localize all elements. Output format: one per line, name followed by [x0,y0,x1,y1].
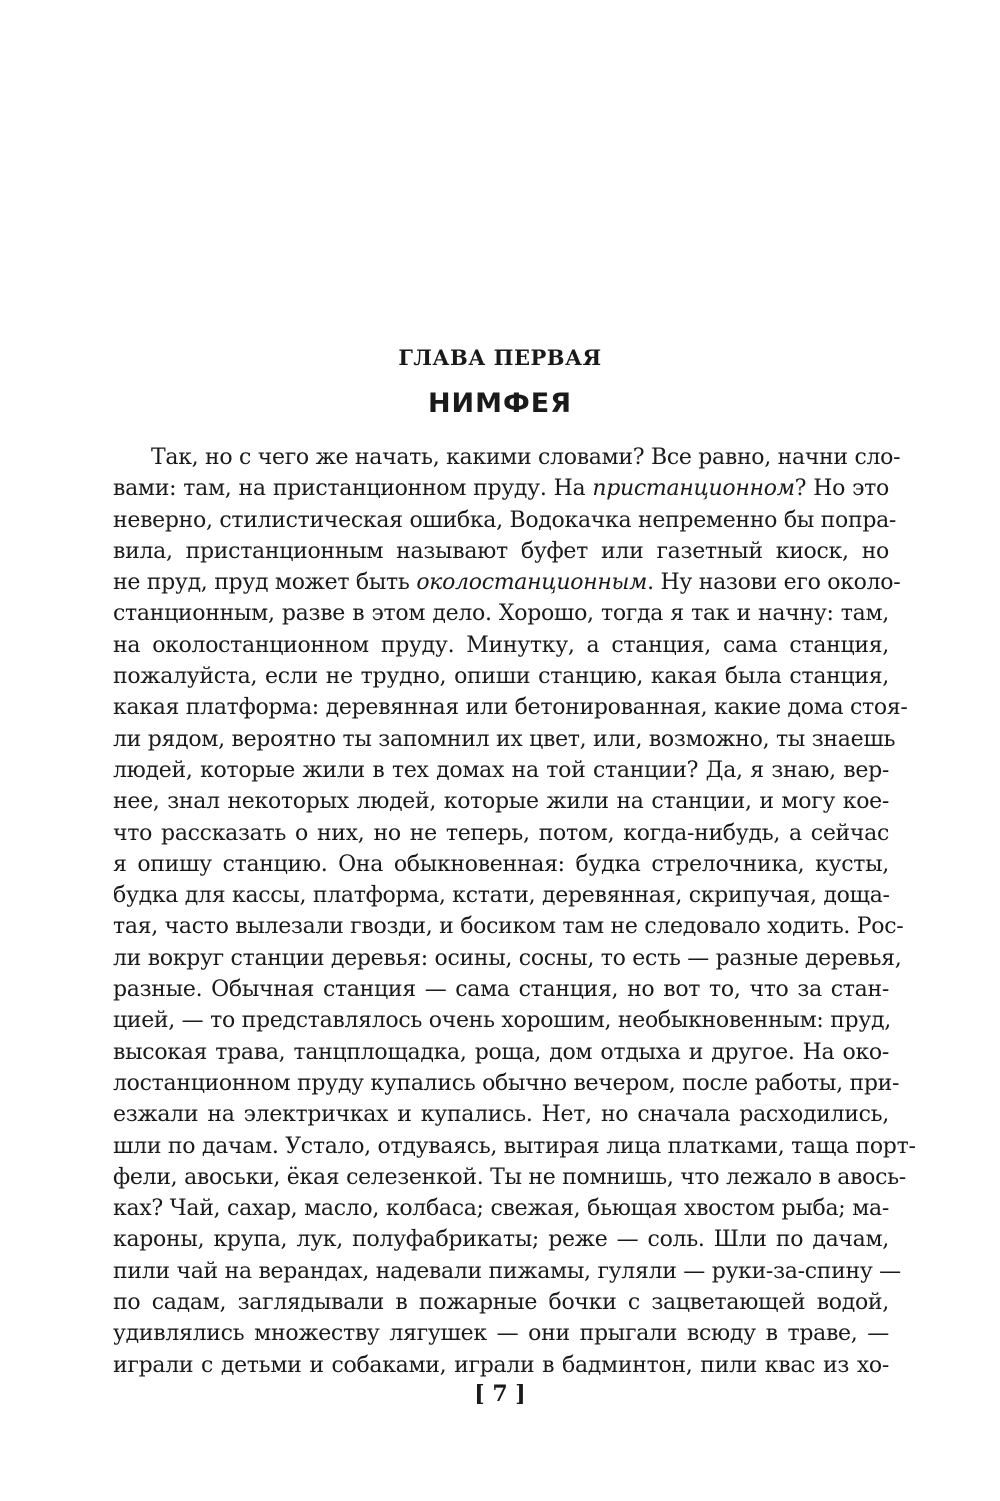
text-line [113,567,901,598]
text-line [113,1350,889,1381]
text-segment: Так, но с чего же начать, какими словами? Все равно, начни сло- [151,445,901,470]
text-segment: ? Но это [794,476,889,502]
text-segment: разные. Обычная станция — сама станция, но вот то, что за стан- [113,977,889,1003]
text-line [113,1287,889,1318]
text-segment: нее, знал некоторых людей, которые жили на станции, и могу кое- [113,789,889,815]
text-segment: . Ну назови его около- [647,570,901,596]
text-segment: вила, пристанционным называют буфет или газетный киоск, но [113,538,889,564]
text-segment: кароны, крупа, лук, полуфабрикаты; реже — соль. Шли по дачам, [113,1227,889,1253]
text-line [113,849,889,880]
text-segment: ках? Чай, сахар, масло, колбаса; свежая, бьющая хвостом рыба; ма- [113,1196,889,1222]
chapter-label: ГЛАВА ПЕРВАЯ [398,345,602,370]
text-line [113,473,889,504]
text-segment: тая, часто вылезали гвозди, и босиком там не следовало ходить. Рос- [113,914,904,940]
text-line [113,818,889,849]
text-line [113,598,889,629]
text-segment: по садам, заглядывали в пожарные бочки с зацветающей водой, [113,1290,889,1316]
text-line [113,630,889,661]
text-line [113,1068,900,1099]
text-segment: фели, авоськи, ёкая селезенкой. Ты не помнишь, что лежало в авось- [113,1164,906,1190]
page-number: [ 7 ] [474,1381,526,1407]
text-line [113,1193,889,1224]
text-segment: какая платформа: деревянная или бетонированная, какие дома стоя- [113,695,908,721]
text-segment: вами: там, на пристанционном пруду. На [113,476,593,502]
body-text [113,442,916,1381]
text-segment: езжали на электричках и купались. Нет, но сначала расходились, [113,1102,889,1128]
text-segment: я опишу станцию. Она обыкновенная: будка стрелочника, кусты, [113,851,889,877]
text-segment: людей, которые жили в тех домах на той станции? Да, я знаю, вер- [113,757,889,783]
text-segment: пожалуйста, если не трудно, опиши станцию, какая была станция, [113,664,889,690]
text-segment: играли с детьми и собаками, играли в бадминтон, пили квас из хо- [113,1352,889,1378]
text-segment: шли по дачам. Устало, отдуваясь, вытирая лица платками, таща порт- [113,1133,916,1159]
italic-text: пристанционном [592,476,795,502]
chapter-title: НИМФЕЯ [427,388,573,419]
text-segment: ли вокруг станции деревья: осины, сосны, то есть — разные деревья, [113,945,902,971]
text-line [113,974,889,1005]
text-segment: что рассказать о них, но не теперь, потом, когда-нибудь, а сейчас [113,820,889,846]
text-line [113,1099,889,1130]
text-line [113,505,897,536]
text-segment: ли рядом, вероятно ты запомнил их цвет, или, возможно, ты знаешь [113,726,896,752]
text-line [113,661,889,692]
text-line [113,442,901,473]
text-line [113,536,889,567]
text-segment: на околостанционном пруду. Минутку, а станция, сама станция, [113,632,889,658]
text-line [113,1162,906,1193]
text-line [113,724,896,755]
text-segment: удивлялись множеству лягушек — они прыгали всюду в траве, — [113,1321,889,1347]
text-segment: станционным, разве в этом дело. Хорошо, тогда я так и начну: там, [113,601,889,627]
text-line [113,1037,889,1068]
text-line [113,1318,889,1349]
text-line [113,755,889,786]
text-segment: лостанционном пруду купались обычно вечером, после работы, при- [113,1070,900,1096]
text-line [113,692,908,723]
text-line [113,786,889,817]
text-line [113,1224,889,1255]
text-segment: высокая трава, танцплощадка, роща, дом отдыха и другое. На око- [113,1039,889,1065]
text-segment: не пруд, пруд может быть [113,570,417,596]
text-segment: неверно, стилистическая ошибка, Водокачка непременно бы попра- [113,507,897,533]
text-line [113,911,904,942]
text-line [113,1131,916,1162]
text-segment: будка для кассы, платформа, кстати, деревянная, скрипучая, доща- [113,883,890,909]
text-segment: цией, — то представлялось очень хорошим, необыкновенным: пруд, [113,1008,891,1034]
italic-text: околостанционным [416,570,648,596]
text-line [113,1005,889,1036]
text-line [113,1256,901,1287]
text-line [113,880,889,911]
text-line [113,943,902,974]
text-segment: пили чай на верандах, надевали пижамы, гуляли — руки-за-спину — [113,1258,901,1284]
